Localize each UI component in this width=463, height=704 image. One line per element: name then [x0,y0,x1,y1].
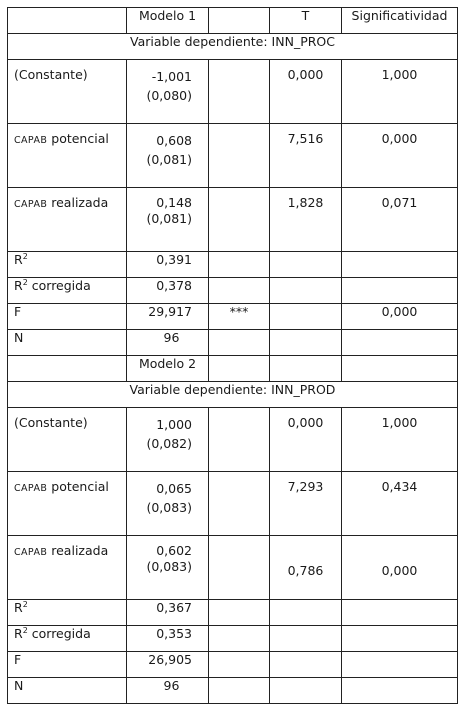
standard-error: (0,081) [146,211,192,226]
empty-cell [209,356,270,382]
sig-value: 0,000 [342,536,458,600]
model2-dependent-row [8,382,458,408]
t-value: 7,516 [270,124,342,188]
empty-cell [209,60,270,124]
coefficient: 0,608 [156,133,192,148]
significance-stars: *** [209,304,270,330]
r-squared-sup: 2 [22,600,28,609]
r-label: R [14,600,23,615]
regression-table [7,7,458,704]
row-label: F [8,304,127,330]
coefficient: 0,065 [156,481,192,496]
empty-cell [342,356,458,382]
t-value: 1,828 [270,188,342,252]
t-value: 0,786 [270,536,342,600]
empty-cell [270,278,342,304]
r-squared-sup: 2 [22,252,28,261]
row-label [8,626,127,652]
row-label-text: realizada [47,195,109,210]
r2-value: 0,391 [127,252,209,278]
model2-dependent-label: Variable dependiente: INN_PROD [8,382,458,408]
empty-cell [209,472,270,536]
table-row [8,278,458,304]
empty-cell [270,304,342,330]
capab-prefix: CAPAB [14,199,48,210]
r-label: R [14,626,23,641]
coefficient: 1,000 [156,417,192,432]
sig-value: 1,000 [342,60,458,124]
empty-cell [342,626,458,652]
table-row [8,408,458,472]
row-label: F [8,652,127,678]
header-significance: Significatividad [342,8,458,34]
empty-cell [209,626,270,652]
capab-prefix: CAPAB [14,483,48,494]
table-row [8,304,458,330]
table-row [8,626,458,652]
r-squared-sup: 2 [22,278,28,287]
empty-cell [342,252,458,278]
sig-value: 0,071 [342,188,458,252]
coef-cell [127,472,209,536]
table-row [8,678,458,704]
row-label: N [8,330,127,356]
capab-prefix: CAPAB [14,547,48,558]
row-label [8,252,127,278]
sig-value: 0,000 [342,124,458,188]
model2-header-row [8,356,458,382]
empty-cell [342,600,458,626]
f-value: 26,905 [127,652,209,678]
n-value: 96 [127,330,209,356]
empty-cell [209,330,270,356]
table-row [8,472,458,536]
empty-cell [209,278,270,304]
empty-cell [270,330,342,356]
t-value: 0,000 [270,60,342,124]
empty-cell [209,124,270,188]
r2-value: 0,367 [127,600,209,626]
n-value: 96 [127,678,209,704]
row-label [8,600,127,626]
standard-error: (0,080) [146,88,192,103]
row-label-text: potencial [47,479,109,494]
standard-error: (0,082) [146,436,192,451]
coef-cell [127,124,209,188]
row-label: (Constante) [8,60,127,124]
header-empty-cell [209,8,270,34]
empty-cell [209,252,270,278]
corregida-label: corregida [27,278,91,293]
table-row [8,252,458,278]
empty-cell [209,408,270,472]
empty-cell [270,626,342,652]
r-label: R [14,252,23,267]
standard-error: (0,083) [146,559,192,574]
row-label-text: potencial [47,131,109,146]
row-label [8,536,127,600]
f-value: 29,917 [127,304,209,330]
coef-cell [127,536,209,600]
empty-cell [209,678,270,704]
table-row [8,188,458,252]
sig-value: 0,434 [342,472,458,536]
empty-cell [342,330,458,356]
corregida-label: corregida [27,626,91,641]
empty-cell [270,600,342,626]
row-label [8,124,127,188]
coef-cell [127,60,209,124]
row-label: N [8,678,127,704]
header-model2: Modelo 2 [127,356,209,382]
r2-adjusted-value: 0,378 [127,278,209,304]
empty-cell [209,600,270,626]
coef-cell [127,408,209,472]
row-label: (Constante) [8,408,127,472]
empty-cell [209,652,270,678]
r-label: R [14,278,23,293]
coefficient: 0,148 [156,195,192,210]
empty-cell [209,188,270,252]
empty-cell [270,356,342,382]
standard-error: (0,083) [146,500,192,515]
coefficient: -1,001 [151,69,192,84]
row-label [8,278,127,304]
row-label [8,472,127,536]
header-t: T [270,8,342,34]
empty-cell [342,652,458,678]
table-row [8,60,458,124]
t-value: 0,000 [270,408,342,472]
table-row [8,330,458,356]
header-model1: Modelo 1 [127,8,209,34]
empty-cell [342,278,458,304]
header-row [8,8,458,34]
empty-cell [209,536,270,600]
standard-error: (0,081) [146,152,192,167]
coefficient: 0,602 [156,543,192,558]
table-row [8,536,458,600]
model1-dependent-row [8,34,458,60]
table-row [8,652,458,678]
empty-cell [8,356,127,382]
model1-dependent-label: Variable dependiente: INN_PROC [8,34,458,60]
header-empty-cell [8,8,127,34]
table-row [8,124,458,188]
empty-cell [342,678,458,704]
table-row [8,600,458,626]
r-squared-sup: 2 [22,626,28,635]
row-label [8,188,127,252]
sig-value: 1,000 [342,408,458,472]
empty-cell [270,652,342,678]
row-label-text: realizada [47,543,109,558]
capab-prefix: CAPAB [14,135,48,146]
coef-cell [127,188,209,252]
empty-cell [270,252,342,278]
f-sig-value: 0,000 [342,304,458,330]
empty-cell [270,678,342,704]
t-value: 7,293 [270,472,342,536]
r2-adjusted-value: 0,353 [127,626,209,652]
